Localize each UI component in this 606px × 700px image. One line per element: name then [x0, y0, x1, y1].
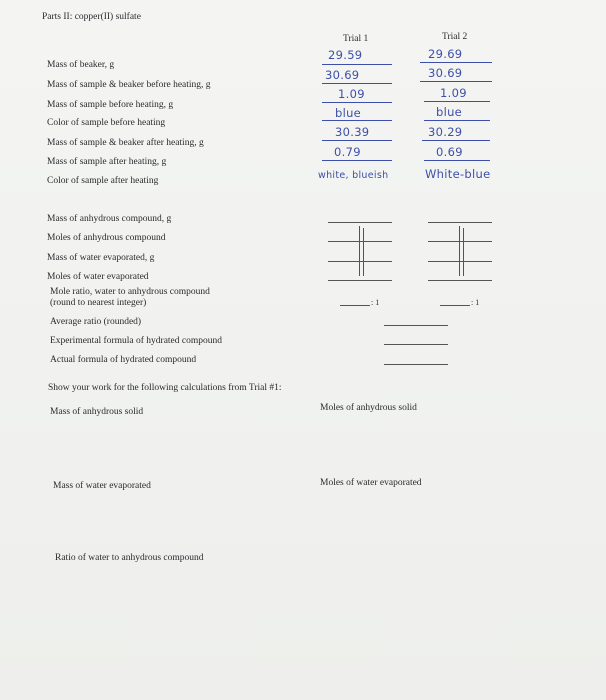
trial-1-mass-sample-beaker-before: 30.69 — [325, 68, 360, 82]
trial-2-header: Trial 2 — [442, 32, 468, 42]
blank-line — [340, 305, 370, 306]
blank-line — [428, 280, 492, 281]
blank-line — [428, 222, 492, 223]
row-label-color-after: Color of sample after heating — [47, 176, 159, 186]
trial-1-mass-sample-beaker-after: 30.39 — [335, 125, 370, 139]
blank-line — [428, 261, 492, 262]
answer-line — [322, 160, 392, 161]
blank-line — [384, 364, 448, 365]
answer-line — [322, 120, 392, 121]
row-label-mass-water: Mass of water evaporated, g — [47, 253, 155, 263]
pen-mark — [359, 226, 360, 276]
answer-line — [322, 140, 392, 141]
blank-line — [328, 222, 392, 223]
work-label-moles-water: Moles of water evaporated — [320, 478, 422, 488]
trial-2-color-before: blue — [436, 105, 463, 119]
trial-2-mass-sample-before: 1.09 — [440, 86, 467, 100]
row-label-experimental-formula: Experimental formula of hydrated compound — [50, 336, 223, 346]
work-label-mass-anhydrous: Mass of anhydrous solid — [50, 407, 144, 417]
row-label-moles-water: Moles of water evaporated — [47, 272, 149, 282]
blank-line — [440, 305, 470, 306]
trial-2-mass-beaker: 29.69 — [428, 47, 463, 61]
row-label-color-before: Color of sample before heating — [47, 118, 166, 128]
blank-line — [328, 241, 392, 242]
row-label-mass-beaker: Mass of beaker, g — [47, 60, 115, 70]
row-label-mole-ratio-note: (round to nearest integer) — [50, 298, 147, 308]
work-label-mass-water: Mass of water evaporated — [53, 481, 151, 491]
work-label-moles-anhydrous: Moles of anhydrous solid — [320, 403, 417, 413]
blank-line — [428, 241, 492, 242]
pen-mark — [363, 228, 364, 276]
trial-1-mass-beaker: 29.59 — [328, 48, 363, 62]
blank-line — [384, 344, 448, 345]
work-label-ratio: Ratio of water to anhydrous compound — [55, 553, 204, 563]
row-label-actual-formula: Actual formula of hydrated compound — [50, 355, 197, 365]
answer-line — [322, 64, 392, 65]
answer-line — [424, 120, 490, 121]
blank-line — [328, 261, 392, 262]
work-prompt: Show your work for the following calculations from Trial #1: — [48, 383, 282, 393]
answer-line — [420, 62, 492, 63]
page-title: Parts II: copper(II) sulfate — [42, 12, 141, 22]
trial-2-mass-sample-beaker-before: 30.69 — [428, 66, 463, 80]
pen-mark — [459, 226, 460, 276]
trial-2-mass-sample-beaker-after: 30.29 — [428, 125, 463, 139]
blank-line — [328, 280, 392, 281]
answer-line — [420, 81, 492, 82]
row-label-average-ratio: Average ratio (rounded) — [50, 317, 142, 327]
trial-1-color-after: white, blueish — [318, 170, 389, 181]
trial-1-mass-sample-before: 1.09 — [338, 87, 365, 101]
row-label-moles-anhydrous: Moles of anhydrous compound — [47, 233, 166, 243]
trial-2-mass-sample-after: 0.69 — [436, 145, 463, 159]
trial-1-color-before: blue — [335, 106, 362, 120]
row-label-mass-sample-before: Mass of sample before heating, g — [47, 100, 174, 110]
trial-1-mass-sample-after: 0.79 — [334, 145, 361, 159]
answer-line — [424, 101, 490, 102]
ratio-suffix-trial-1: : 1 — [371, 298, 380, 307]
answer-line — [424, 160, 490, 161]
answer-line — [322, 102, 392, 103]
row-label-mass-sample-beaker-after: Mass of sample & beaker after heating, g — [47, 138, 204, 148]
blank-line — [384, 325, 448, 326]
row-label-mass-anhydrous: Mass of anhydrous compound, g — [47, 214, 172, 224]
ratio-suffix-trial-2: : 1 — [471, 298, 480, 307]
row-label-mass-sample-beaker-before: Mass of sample & beaker before heating, g — [47, 80, 211, 90]
row-label-mole-ratio: Mole ratio, water to anhydrous compound — [50, 287, 210, 297]
answer-line — [322, 83, 392, 84]
trial-2-color-after: White-blue — [425, 167, 491, 181]
pen-mark — [463, 228, 464, 276]
row-label-mass-sample-after: Mass of sample after heating, g — [47, 157, 167, 167]
answer-line — [422, 140, 490, 141]
trial-1-header: Trial 1 — [343, 34, 369, 44]
